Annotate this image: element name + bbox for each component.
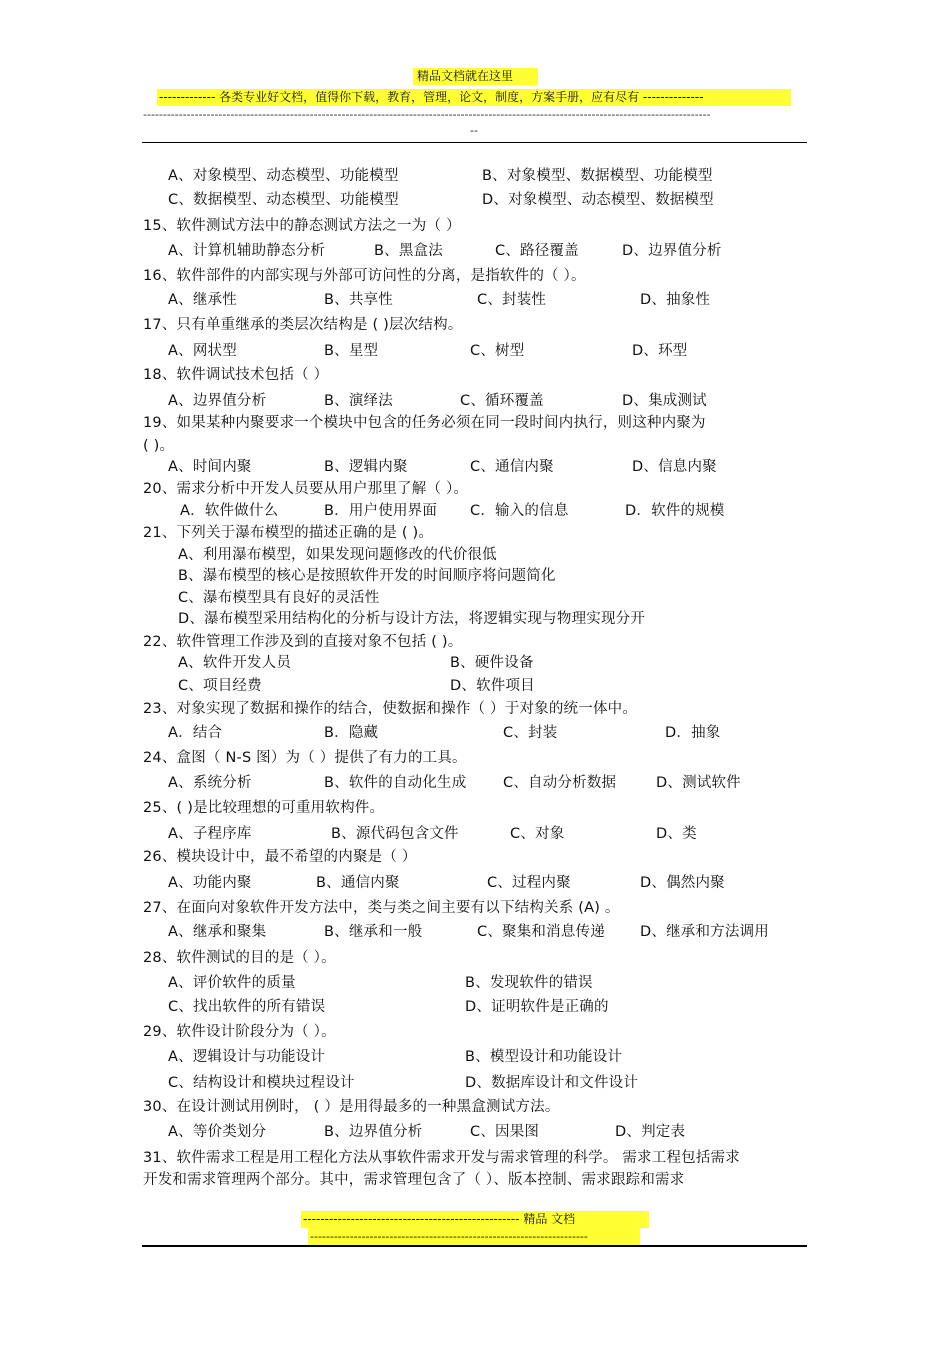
q21-option-a: A、利用瀑布模型，如果发现问题修改的代价很低 — [178, 547, 497, 563]
q24-option-c: C、自动分析数据 — [503, 775, 617, 791]
q22-option-d: D、软件项目 — [450, 678, 535, 694]
q20-stem: 20、需求分析中开发人员要从用户那里了解（ ）。 — [143, 481, 469, 497]
q16-option-d: D、抽象性 — [640, 292, 711, 308]
q24-option-b: B、软件的自动化生成 — [324, 775, 467, 791]
q19-option-c: C、通信内聚 — [470, 459, 554, 475]
header-rule — [142, 142, 807, 143]
q23-stem: 23、对象实现了数据和操作的结合，使数据和操作（ ）于对象的统一体中。 — [143, 701, 638, 717]
q17-stem: 17、只有单重继承的类层次结构是 ( )层次结构。 — [143, 317, 463, 333]
header-dash-short: -- — [470, 124, 478, 137]
footer-line-1: -------------------------------------------------- 精品 文档 — [301, 1211, 649, 1228]
q22-option-c: C、项目经费 — [178, 678, 262, 694]
q17-option-c: C、树型 — [470, 343, 525, 359]
q22-option-b: B、硬件设备 — [450, 655, 534, 671]
q17-option-a: A、网状型 — [168, 343, 237, 359]
q14-option-b: B、对象模型、数据模型、功能模型 — [482, 168, 713, 184]
q20-option-b: B．用户使用界面 — [324, 503, 438, 519]
q19-stem: 19、如果某种内聚要求一个模块中包含的任务必须在同一段时间内执行，则这种内聚为 — [143, 415, 706, 431]
q27-option-d: D、继承和方法调用 — [640, 924, 769, 940]
footer-rule — [142, 1245, 807, 1247]
q15-option-a: A、计算机辅助静态分析 — [168, 243, 326, 259]
q23-option-c: C、封装 — [503, 725, 558, 741]
q15-option-b: B、黑盒法 — [374, 243, 443, 259]
q16-option-c: C、封装性 — [477, 292, 547, 308]
q21-option-b: B、瀑布模型的核心是按照软件开发的时间顺序将问题简化 — [178, 568, 556, 584]
footer-line-2: ---------------------------------------------------------------------- — [308, 1228, 640, 1245]
header-dash-line: ----------------------------------------------------------------------------------------------------------------------------------------------- — [143, 108, 711, 121]
q25-stem: 25、( )是比较理想的可重用软构件。 — [143, 800, 385, 816]
q14-option-c: C、数据模型、动态模型、功能模型 — [168, 192, 399, 208]
q20-option-c: C．输入的信息 — [470, 503, 569, 519]
q14-option-d: D、对象模型、动态模型、数据模型 — [482, 192, 714, 208]
q28-option-d: D、证明软件是正确的 — [465, 999, 609, 1015]
q24-stem: 24、盒图（ N-S 图）为（ ）提供了有力的工具。 — [143, 750, 467, 766]
q23-option-a: A．结合 — [168, 725, 223, 741]
q31-stem: 31、软件需求工程是用工程化方法从事软件需求开发与需求管理的科学。 需求工程包括需求 — [143, 1150, 740, 1166]
q25-option-a: A、子程序库 — [168, 826, 252, 842]
q19-option-d: D、信息内聚 — [632, 459, 717, 475]
q17-option-b: B、星型 — [324, 343, 379, 359]
q28-option-b: B、发现软件的错误 — [465, 975, 593, 991]
q23-option-b: B．隐藏 — [324, 725, 379, 741]
q18-option-d: D、集成测试 — [622, 393, 707, 409]
q29-option-b: B、模型设计和功能设计 — [465, 1049, 623, 1065]
q29-option-a: A、逻辑设计与功能设计 — [168, 1049, 326, 1065]
q18-option-c: C、循环覆盖 — [460, 393, 544, 409]
q20-option-d: D．软件的规模 — [625, 503, 725, 519]
header-title: 精品文档就在这里 — [413, 68, 538, 85]
q29-option-c: C、结构设计和模块过程设计 — [168, 1075, 355, 1091]
q19-stem-continued: ( )。 — [143, 438, 175, 454]
q27-stem: 27、在面向对象软件开发方法中，类与类之间主要有以下结构关系 (A) 。 — [143, 900, 620, 916]
q25-option-d: D、类 — [656, 826, 697, 842]
q19-option-b: B、逻辑内聚 — [324, 459, 408, 475]
q26-option-c: C、过程内聚 — [487, 875, 571, 891]
q25-option-c: C、对象 — [510, 826, 565, 842]
q24-option-a: A、系统分析 — [168, 775, 252, 791]
q30-option-d: D、判定表 — [615, 1124, 686, 1140]
q28-stem: 28、软件测试的目的是（ ）。 — [143, 950, 336, 966]
q29-option-d: D、数据库设计和文件设计 — [465, 1075, 639, 1091]
q15-stem: 15、软件测试方法中的静态测试方法之一为（ ） — [143, 218, 461, 234]
q15-option-d: D、边界值分析 — [622, 243, 722, 259]
q27-option-b: B、继承和一般 — [324, 924, 423, 940]
q24-option-d: D、测试软件 — [656, 775, 741, 791]
q22-option-a: A、软件开发人员 — [178, 655, 292, 671]
q16-stem: 16、软件部件的内部实现与外部可访问性的分离，是指软件的（ ）。 — [143, 268, 586, 284]
q30-option-b: B、边界值分析 — [324, 1124, 423, 1140]
q15-option-c: C、路径覆盖 — [495, 243, 579, 259]
q26-option-d: D、偶然内聚 — [640, 875, 725, 891]
q27-option-c: C、聚集和消息传递 — [477, 924, 605, 940]
q27-option-a: A、继承和聚集 — [168, 924, 267, 940]
q16-option-a: A、继承性 — [168, 292, 237, 308]
q18-option-b: B、演绎法 — [324, 393, 393, 409]
q14-option-a: A、对象模型、动态模型、功能模型 — [168, 168, 399, 184]
q30-stem: 30、在设计测试用例时， ( ）是用得最多的一种黑盒测试方法。 — [143, 1099, 560, 1115]
q30-option-a: A、等价类划分 — [168, 1124, 267, 1140]
q29-stem: 29、软件设计阶段分为（ ）。 — [143, 1024, 336, 1040]
q20-option-a: A．软件做什么 — [180, 503, 279, 519]
q26-stem: 26、模块设计中，最不希望的内聚是（ ） — [143, 849, 417, 865]
q16-option-b: B、共享性 — [324, 292, 393, 308]
q26-option-b: B、通信内聚 — [316, 875, 400, 891]
q21-option-c: C、瀑布模型具有良好的灵活性 — [178, 590, 380, 606]
q23-option-d: D．抽象 — [665, 725, 721, 741]
q28-option-c: C、找出软件的所有错误 — [168, 999, 326, 1015]
q18-option-a: A、边界值分析 — [168, 393, 267, 409]
q28-option-a: A、评价软件的质量 — [168, 975, 296, 991]
q21-option-d: D、瀑布模型采用结构化的分析与设计方法，将逻辑实现与物理实现分开 — [178, 611, 646, 627]
q19-option-a: A、时间内聚 — [168, 459, 252, 475]
header-subtitle: ------------- 各类专业好文档，值得你下载，教育，管理，论文，制度，方案手册，应有尽有 -------------- — [157, 89, 791, 106]
q17-option-d: D、环型 — [632, 343, 688, 359]
q30-option-c: C、因果图 — [470, 1124, 540, 1140]
q21-stem: 21、下列关于瀑布模型的描述正确的是 ( )。 — [143, 525, 434, 541]
q18-stem: 18、软件调试技术包括（ ） — [143, 367, 329, 383]
q26-option-a: A、功能内聚 — [168, 875, 252, 891]
q22-stem: 22、软件管理工作涉及到的直接对象不包括 ( )。 — [143, 634, 463, 650]
q25-option-b: B、源代码包含文件 — [331, 826, 459, 842]
q31-stem-continued: 开发和需求管理两个部分。其中，需求管理包含了（ ）、版本控制、需求跟踪和需求 — [143, 1172, 685, 1188]
